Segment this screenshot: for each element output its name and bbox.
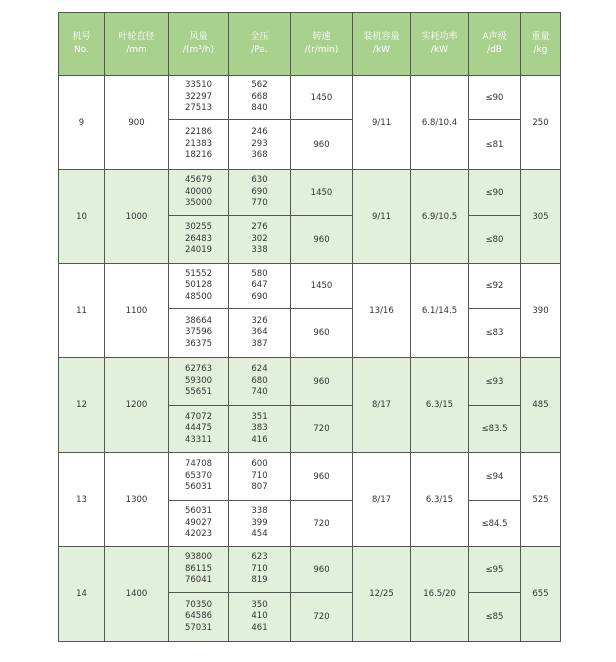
- cell-noise: ≤92: [469, 264, 521, 309]
- fan-spec-table: [58, 12, 561, 642]
- table-row: [59, 264, 561, 309]
- cell-capacity: 13/16: [353, 264, 411, 358]
- header-no-label: 机号: [72, 32, 91, 42]
- cell-pressure-value: 600: [251, 459, 268, 470]
- cell-flow-value: 56031: [184, 482, 213, 493]
- table-row: [59, 453, 561, 501]
- cell-flow-value: 18216: [184, 150, 213, 161]
- cell-speed: 960: [291, 547, 353, 593]
- cell-weight: 525: [521, 453, 561, 547]
- header-diameter: [105, 13, 169, 76]
- cell-flow-value: 22186: [184, 127, 213, 138]
- cell-noise: ≤95: [469, 547, 521, 593]
- cell-diameter: 1000: [105, 170, 169, 264]
- header-weight: [521, 13, 561, 76]
- table-header-row: [59, 13, 561, 76]
- cell-pressure-value: 740: [251, 387, 268, 398]
- cell-noise: ≤83: [469, 309, 521, 358]
- cell-speed: 960: [291, 216, 353, 264]
- cell-pressure-value: 338: [251, 506, 268, 517]
- cell-diameter: 1400: [105, 547, 169, 642]
- cell-weight: 250: [521, 76, 561, 170]
- cell-pressure: [229, 593, 291, 642]
- cell-flow-value: 86115: [184, 563, 213, 574]
- table-body: [59, 76, 561, 642]
- cell-flow-value: 32297: [184, 91, 213, 102]
- cell-weight: 485: [521, 358, 561, 453]
- cell-noise: ≤83.5: [469, 406, 521, 453]
- cell-pressure-value: 580: [251, 268, 268, 279]
- cell-pressure-value: 454: [251, 529, 268, 540]
- cell-flow-value: 37596: [184, 327, 213, 338]
- cell-pressure: [229, 264, 291, 309]
- cell-noise: ≤81: [469, 120, 521, 170]
- cell-pressure: [229, 309, 291, 358]
- table-row: [59, 170, 561, 216]
- cell-pressure-value: 399: [251, 517, 268, 528]
- cell-flow: [169, 216, 229, 264]
- cell-flow-value: 36375: [184, 338, 213, 349]
- cell-flow: [169, 120, 229, 170]
- cell-pressure: [229, 453, 291, 501]
- cell-speed: 960: [291, 453, 353, 501]
- cell-capacity: 8/17: [353, 453, 411, 547]
- cell-speed: 1450: [291, 264, 353, 309]
- cell-capacity: 12/25: [353, 547, 411, 642]
- header-capacity: [353, 13, 411, 76]
- cell-flow-value: 40000: [184, 186, 213, 197]
- cell-pressure-value: 630: [251, 175, 268, 186]
- cell-pressure: [229, 170, 291, 216]
- cell-speed: 1450: [291, 170, 353, 216]
- cell-pressure-value: 710: [251, 563, 268, 574]
- cell-power: 16.5/20: [411, 547, 469, 642]
- cell-pressure-value: 410: [251, 611, 268, 622]
- cell-pressure-value: 840: [251, 103, 268, 114]
- cell-flow-value: 27513: [184, 103, 213, 114]
- cell-pressure-value: 690: [251, 186, 268, 197]
- cell-power: 6.8/10.4: [411, 76, 469, 170]
- cell-pressure-value: 293: [251, 138, 268, 149]
- header-capacity-label: 装机容量: [363, 32, 400, 42]
- cell-flow-value: 48500: [184, 291, 213, 302]
- header-noise-unit: /dB: [487, 45, 502, 55]
- cell-no: 14: [59, 547, 105, 642]
- cell-diameter: 900: [105, 76, 169, 170]
- cell-weight: 390: [521, 264, 561, 358]
- cell-flow: [169, 501, 229, 547]
- header-speed-label: 转速: [312, 32, 331, 42]
- cell-power: 6.9/10.5: [411, 170, 469, 264]
- header-flow-label: 风量: [189, 32, 208, 42]
- cell-pressure-value: 647: [251, 280, 268, 291]
- cell-flow: [169, 170, 229, 216]
- cell-pressure-value: 351: [251, 411, 268, 422]
- header-noise: [469, 13, 521, 76]
- cell-flow-value: 59300: [184, 375, 213, 386]
- cell-pressure-value: 364: [251, 327, 268, 338]
- cell-no: 10: [59, 170, 105, 264]
- cell-pressure-value: 326: [251, 315, 268, 326]
- cell-diameter: 1300: [105, 453, 169, 547]
- header-power-label: 实耗功率: [421, 32, 458, 42]
- cell-noise: ≤84.5: [469, 501, 521, 547]
- cell-speed: 720: [291, 501, 353, 547]
- table-row: [59, 358, 561, 406]
- cell-speed: 720: [291, 406, 353, 453]
- cell-flow-value: 47072: [184, 411, 213, 422]
- cell-diameter: 1100: [105, 264, 169, 358]
- cell-flow-value: 33510: [184, 80, 213, 91]
- cell-flow: [169, 76, 229, 120]
- cell-no: 9: [59, 76, 105, 170]
- cell-pressure-value: 246: [251, 127, 268, 138]
- header-power: [411, 13, 469, 76]
- header-flow-unit: /(m³/h): [182, 45, 215, 55]
- cell-flow: [169, 358, 229, 406]
- cell-flow-value: 56031: [184, 506, 213, 517]
- header-weight-unit: /kg: [533, 45, 548, 55]
- cell-noise: ≤90: [469, 76, 521, 120]
- cell-pressure-value: 819: [251, 575, 268, 586]
- cell-noise: ≤90: [469, 170, 521, 216]
- cell-flow-value: 55651: [184, 387, 213, 398]
- cell-flow-value: 65370: [184, 470, 213, 481]
- table-row: [59, 547, 561, 593]
- cell-pressure-value: 680: [251, 375, 268, 386]
- cell-pressure-value: 710: [251, 470, 268, 481]
- cell-noise: ≤85: [469, 593, 521, 642]
- cell-diameter: 1200: [105, 358, 169, 453]
- cell-pressure: [229, 76, 291, 120]
- cell-speed: 960: [291, 309, 353, 358]
- cell-flow-value: 49027: [184, 517, 213, 528]
- cell-flow: [169, 309, 229, 358]
- cell-pressure-value: 770: [251, 198, 268, 209]
- cell-capacity: 9/11: [353, 76, 411, 170]
- cell-noise: ≤80: [469, 216, 521, 264]
- cell-flow-value: 76041: [184, 575, 213, 586]
- header-weight-label: 重量: [531, 32, 550, 42]
- cell-flow-value: 42023: [184, 529, 213, 540]
- cell-flow-value: 21383: [184, 138, 213, 149]
- cell-flow: [169, 453, 229, 501]
- header-noise-label: A声级: [482, 32, 507, 42]
- cell-pressure: [229, 216, 291, 264]
- cell-noise: ≤93: [469, 358, 521, 406]
- cell-pressure-value: 461: [251, 622, 268, 633]
- cell-flow-value: 30255: [184, 222, 213, 233]
- cell-flow-value: 62763: [184, 364, 213, 375]
- cell-flow-value: 44475: [184, 423, 213, 434]
- cell-pressure-value: 807: [251, 482, 268, 493]
- header-diameter-label: 叶轮直径: [118, 32, 155, 42]
- cell-pressure: [229, 547, 291, 593]
- cell-flow-value: 26483: [184, 233, 213, 244]
- cell-pressure-value: 668: [251, 91, 268, 102]
- header-pressure-unit: /Pa.: [251, 45, 268, 55]
- cell-pressure-value: 690: [251, 291, 268, 302]
- cell-pressure-value: 368: [251, 150, 268, 161]
- cell-flow-value: 38664: [184, 315, 213, 326]
- table-row: [59, 76, 561, 120]
- header-capacity-unit: /kW: [372, 45, 391, 55]
- header-flow: [169, 13, 229, 76]
- cell-speed: 960: [291, 120, 353, 170]
- cell-flow-value: 35000: [184, 198, 213, 209]
- cell-flow-value: 50128: [184, 280, 213, 291]
- cell-pressure-value: 416: [251, 434, 268, 445]
- cell-pressure-value: 562: [251, 80, 268, 91]
- header-no-unit: No.: [74, 45, 89, 55]
- cell-pressure-value: 383: [251, 423, 268, 434]
- cell-speed: 960: [291, 358, 353, 406]
- cell-flow: [169, 406, 229, 453]
- cell-noise: ≤94: [469, 453, 521, 501]
- cell-speed: 1450: [291, 76, 353, 120]
- cell-pressure-value: 624: [251, 364, 268, 375]
- header-diameter-unit: /mm: [126, 45, 147, 55]
- cell-pressure-value: 276: [251, 222, 268, 233]
- cell-pressure: [229, 406, 291, 453]
- header-power-unit: /kW: [430, 45, 449, 55]
- cell-pressure: [229, 120, 291, 170]
- cell-pressure-value: 350: [251, 599, 268, 610]
- cell-flow: [169, 547, 229, 593]
- cell-no: 12: [59, 358, 105, 453]
- cell-flow-value: 45679: [184, 175, 213, 186]
- cell-power: 6.3/15: [411, 358, 469, 453]
- cell-speed: 720: [291, 593, 353, 642]
- cell-pressure-value: 387: [251, 338, 268, 349]
- cell-pressure-value: 302: [251, 233, 268, 244]
- cell-capacity: 8/17: [353, 358, 411, 453]
- cell-flow-value: 70350: [184, 599, 213, 610]
- cell-flow: [169, 264, 229, 309]
- cell-pressure-value: 623: [251, 552, 268, 563]
- cell-power: 6.1/14.5: [411, 264, 469, 358]
- cell-weight: 655: [521, 547, 561, 642]
- cell-flow-value: 64586: [184, 611, 213, 622]
- cell-power: 6.3/15: [411, 453, 469, 547]
- cell-no: 13: [59, 453, 105, 547]
- cell-pressure: [229, 358, 291, 406]
- header-pressure: [229, 13, 291, 76]
- cell-flow-value: 51552: [184, 268, 213, 279]
- cell-capacity: 9/11: [353, 170, 411, 264]
- cell-pressure-value: 338: [251, 245, 268, 256]
- header-no: [59, 13, 105, 76]
- header-pressure-label: 全压: [250, 32, 269, 42]
- cell-flow-value: 57031: [184, 622, 213, 633]
- cell-flow-value: 74708: [184, 459, 213, 470]
- cell-flow: [169, 593, 229, 642]
- cell-pressure: [229, 501, 291, 547]
- header-speed-unit: /(r/min): [304, 45, 339, 55]
- cell-no: 11: [59, 264, 105, 358]
- cell-flow-value: 24019: [184, 245, 213, 256]
- cell-flow-value: 43311: [184, 434, 213, 445]
- cell-weight: 305: [521, 170, 561, 264]
- cell-flow-value: 93800: [184, 552, 213, 563]
- header-speed: [291, 13, 353, 76]
